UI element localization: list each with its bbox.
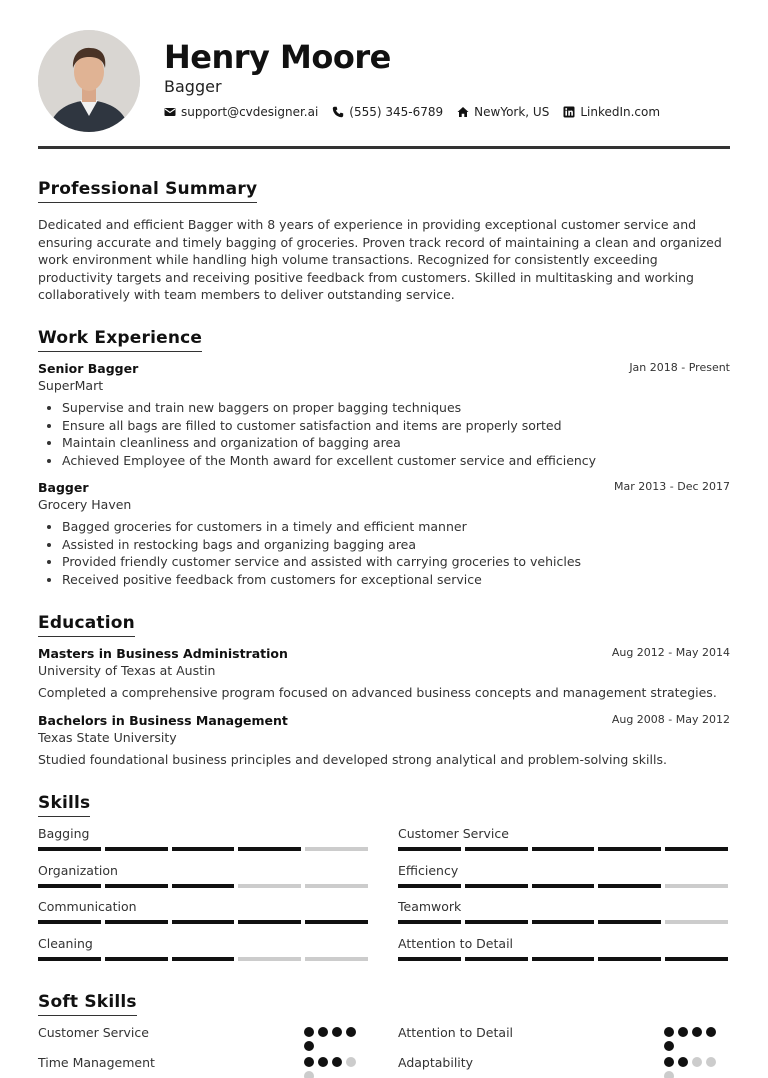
header-divider <box>38 146 730 149</box>
education-dates: Aug 2012 - May 2014 <box>611 646 730 659</box>
contact-linkedin-text: LinkedIn.com <box>580 105 661 119</box>
skill-name: Cleaning <box>38 936 93 951</box>
skills-heading: Skills <box>38 793 90 817</box>
contact-phone[interactable] <box>332 105 443 119</box>
skill-name: Attention to Detail <box>398 936 514 951</box>
rating-dot <box>318 1057 328 1067</box>
list-item: • Maintain cleanliness and organization of bagging area <box>62 434 754 452</box>
skill-name: Communication <box>38 899 137 914</box>
skill-segment <box>238 884 301 888</box>
skill-name: Customer Service <box>398 826 509 841</box>
home-icon <box>457 106 469 118</box>
skill-segment <box>665 920 728 924</box>
education-description: Completed a comprehensive program focused on advanced business concepts and management strategies. <box>38 685 717 700</box>
list-item: • Received positive feedback from customers for exceptional service <box>62 571 754 589</box>
rating-dot <box>664 1027 674 1037</box>
contact-linkedin[interactable] <box>563 105 660 119</box>
soft-skill-name: Attention to Detail <box>398 1025 514 1040</box>
job-company: Grocery Haven <box>38 497 132 512</box>
skill-segment <box>38 957 101 961</box>
skill-segment <box>105 884 168 888</box>
education-header <box>38 713 730 729</box>
skill-segment <box>305 884 368 888</box>
soft-skills-heading: Soft Skills <box>38 992 137 1016</box>
skill-segment <box>398 920 461 924</box>
skill-level-bar <box>398 847 728 851</box>
rating-dot <box>332 1057 342 1067</box>
candidate-name: Henry Moore <box>164 38 391 76</box>
skill-segment <box>105 920 168 924</box>
soft-skill-name: Time Management <box>38 1055 155 1070</box>
skill-level-bar <box>38 847 368 851</box>
rating-dot <box>346 1057 356 1067</box>
skill-segment <box>305 957 368 961</box>
job-bullets <box>38 399 754 469</box>
education-description: Studied foundational business principles and developed strong analytical and problem-solving skills. <box>38 752 667 767</box>
skill-level-bar <box>398 957 728 961</box>
skill-level-bar <box>38 884 368 888</box>
soft-skill-rating <box>304 1057 358 1078</box>
rating-dot <box>692 1027 702 1037</box>
skill-segment <box>532 957 595 961</box>
skill-segment <box>172 847 235 851</box>
education-dates: Aug 2008 - May 2012 <box>611 713 730 726</box>
rating-dot <box>304 1027 314 1037</box>
rating-dot <box>664 1071 674 1078</box>
phone-icon <box>332 106 344 118</box>
skill-segment <box>238 957 301 961</box>
soft-skill-name: Adaptability <box>398 1055 474 1070</box>
skill-name: Bagging <box>38 826 90 841</box>
skill-segment <box>398 957 461 961</box>
skill-segment <box>465 884 528 888</box>
skill-segment <box>172 957 235 961</box>
skill-segment <box>465 920 528 924</box>
skill-name: Efficiency <box>398 863 459 878</box>
job-title: Senior Bagger <box>38 361 139 376</box>
contact-location-text: NewYork, US <box>474 105 550 119</box>
soft-skill-rating <box>664 1057 718 1078</box>
skill-segment <box>305 847 368 851</box>
list-item: • Achieved Employee of the Month award for excellent customer service and efficiency <box>62 452 754 470</box>
skill-level-bar <box>38 957 368 961</box>
contact-location <box>457 105 549 119</box>
summary-heading: Professional Summary <box>38 179 257 203</box>
job-dates: Jan 2018 - Present <box>629 361 730 374</box>
rating-dot <box>304 1071 314 1078</box>
skill-segment <box>398 884 461 888</box>
school-name: Texas State University <box>38 730 177 745</box>
rating-dot <box>706 1057 716 1067</box>
contact-email-text: support@cvdesigner.ai <box>181 105 319 119</box>
degree-title: Bachelors in Business Management <box>38 713 288 728</box>
skill-segment <box>38 884 101 888</box>
soft-skill-rating <box>664 1027 718 1051</box>
profile-photo <box>38 30 140 132</box>
skill-segment <box>238 847 301 851</box>
list-item: • Provided friendly customer service and assisted with carrying groceries to vehicles <box>62 553 754 571</box>
rating-dot <box>304 1041 314 1051</box>
experience-heading: Work Experience <box>38 328 202 352</box>
education-header <box>38 646 730 662</box>
rating-dot <box>318 1027 328 1037</box>
job-bullets <box>38 518 754 588</box>
skill-segment <box>532 920 595 924</box>
envelope-icon <box>164 106 176 118</box>
list-item: • Bagged groceries for customers in a timely and efficient manner <box>62 518 754 536</box>
soft-skill-rating <box>304 1027 358 1051</box>
skill-segment <box>172 884 235 888</box>
job-header <box>38 361 730 377</box>
skill-segment <box>665 957 728 961</box>
job-company: SuperMart <box>38 378 104 393</box>
rating-dot <box>692 1057 702 1067</box>
summary-text: Dedicated and efficient Bagger with 8 years of experience in providing exceptional customer service and ensuring accurate and timely bagging of groceries. Proven track record of maintaining a clean and organized work environment while handling high volume transactions. Recognized for consistently exceeding productivity targets and receiving positive feedback from customers. Skilled in multitasking and working collaboratively with team members to deliver outstanding service. <box>38 217 722 303</box>
rating-dot <box>346 1027 356 1037</box>
skill-segment <box>465 957 528 961</box>
education-heading: Education <box>38 613 135 637</box>
linkedin-icon <box>563 106 575 118</box>
avatar <box>38 30 140 132</box>
soft-skill-name: Customer Service <box>38 1025 149 1040</box>
rating-dot <box>678 1057 688 1067</box>
list-item: • Supervise and train new baggers on proper bagging techniques <box>62 399 754 417</box>
contact-email[interactable] <box>164 105 318 119</box>
skill-segment <box>598 920 661 924</box>
degree-title: Masters in Business Administration <box>38 646 288 661</box>
contact-row <box>164 105 660 119</box>
skill-segment <box>532 884 595 888</box>
rating-dot <box>664 1057 674 1067</box>
skill-level-bar <box>398 920 728 924</box>
skill-segment <box>38 920 101 924</box>
list-item: • Ensure all bags are filled to customer satisfaction and items are properly sorted <box>62 417 754 435</box>
skill-segment <box>532 847 595 851</box>
rating-dot <box>706 1027 716 1037</box>
list-item: • Assisted in restocking bags and organizing bagging area <box>62 536 754 554</box>
skill-segment <box>598 847 661 851</box>
skill-segment <box>665 847 728 851</box>
rating-dot <box>678 1027 688 1037</box>
candidate-title: Bagger <box>164 77 222 96</box>
contact-phone-text: (555) 345-6789 <box>349 105 444 119</box>
skill-level-bar <box>398 884 728 888</box>
skill-segment <box>105 957 168 961</box>
skill-level-bar <box>38 920 368 924</box>
rating-dot <box>304 1057 314 1067</box>
skill-segment <box>38 847 101 851</box>
skill-segment <box>105 847 168 851</box>
job-dates: Mar 2013 - Dec 2017 <box>614 480 730 493</box>
job-title: Bagger <box>38 480 89 495</box>
skill-segment <box>598 884 661 888</box>
skill-segment <box>665 884 728 888</box>
skill-name: Organization <box>38 863 118 878</box>
rating-dot <box>332 1027 342 1037</box>
skill-segment <box>238 920 301 924</box>
skill-segment <box>172 920 235 924</box>
job-header <box>38 480 730 496</box>
skill-segment <box>465 847 528 851</box>
skill-segment <box>398 847 461 851</box>
rating-dot <box>664 1041 674 1051</box>
skill-segment <box>305 920 368 924</box>
skill-segment <box>598 957 661 961</box>
skill-name: Teamwork <box>398 899 462 914</box>
school-name: University of Texas at Austin <box>38 663 216 678</box>
